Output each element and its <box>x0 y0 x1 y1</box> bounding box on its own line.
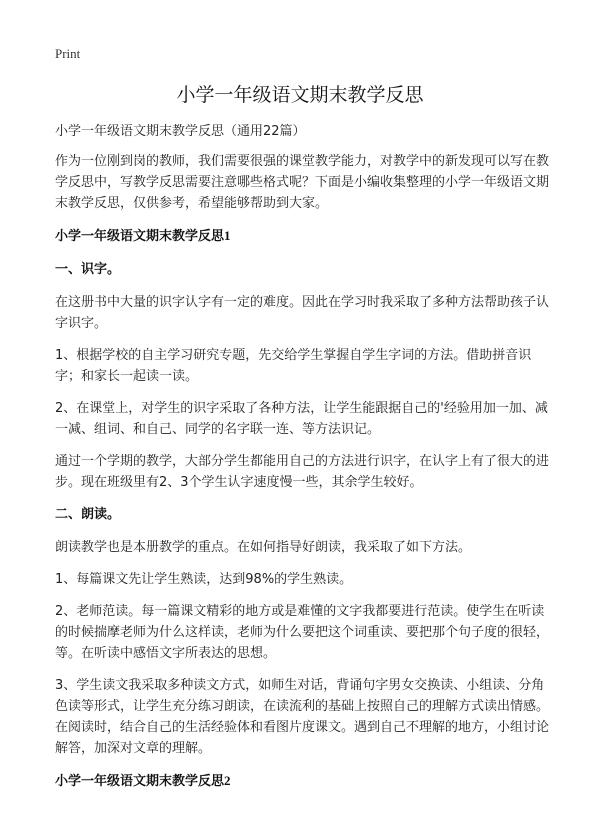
paragraph: 朗读教学也是本册教学的重点。在如何指导好朗读，我采取了如下方法。 <box>55 540 472 555</box>
paragraph: 1、每篇课文先让学生熟读，达到98%的学生熟读。 <box>55 572 353 587</box>
document-body <box>55 121 555 804</box>
intro-paragraph: 作为一位刚到岗的教师，我们需要很强的课堂教学能力，对教学中的新发现可以写在教学反思中，写教学反思需要注意哪些格式呢？下面是小编收集整理的小学一年级语文期末教学反思，仅供参考，希望能够帮助到大家。 <box>55 154 550 211</box>
part-2-heading: 二、朗读。 <box>55 507 121 522</box>
section-1-heading <box>55 225 555 247</box>
section-2-heading <box>55 770 555 792</box>
paragraph: 2、在课堂上，对学生的识字采取了各种方法，让学生能跟据自己的'经验用加一加、减一减、组词、和自己、同学的名字联一连、等方法识记。 <box>55 401 548 437</box>
paragraph: 2、老师范读。每一篇课文精彩的地方或是难懂的文字我都要进行范读。使学生在听读的时候揣摩老师为什么这样读，老师为什么要把这个词重读、要把那个句子度的很轻，等。在听读中感悟文字所表达的思想。 <box>55 604 550 661</box>
section-1-heading-text: 小学一年级语文期末教学反思 <box>55 229 225 244</box>
paragraph: 通过一个学期的教学，大部分学生都能用自己的方法进行识字，在认字上有了很大的进步。现在班级里有2、3个学生认字速度慢一些，其余学生较好。 <box>55 454 550 490</box>
print-link[interactable]: Print <box>55 46 81 61</box>
paragraph: 3、学生读文我采取多种读文方式，如师生对话，背诵句字男女交换读、小组读、分角色读等形式，让学生充分练习朗读，在读流利的基础上按照自己的理解方式读出情感。在阅读时，结合自己的生活经验体和看图片度课文。遇到自己不理解的地方，小组讨论解答，加深对文章的理解。 <box>55 678 550 756</box>
paragraph: 1、根据学校的自主学习研究专题，先交给学生掌握自学生字词的方法。借助拼音识字；和家长一起读一读。 <box>55 348 532 384</box>
part-1-heading: 一、识字。 <box>55 262 121 277</box>
document-subtitle: 小学一年级语文期末教学反思（通用22篇） <box>55 124 306 139</box>
page-title: 小学一年级语文期末教学反思 <box>176 84 424 106</box>
section-2-heading-text: 小学一年级语文期末教学反思 <box>55 774 225 789</box>
paragraph: 在这册书中大量的识字认字有一定的难度。因此在学习时我采取了多种方法帮助孩子认字识字。 <box>55 295 550 331</box>
section-1-number: 1 <box>224 228 231 243</box>
section-2-number: 2 <box>224 773 231 788</box>
